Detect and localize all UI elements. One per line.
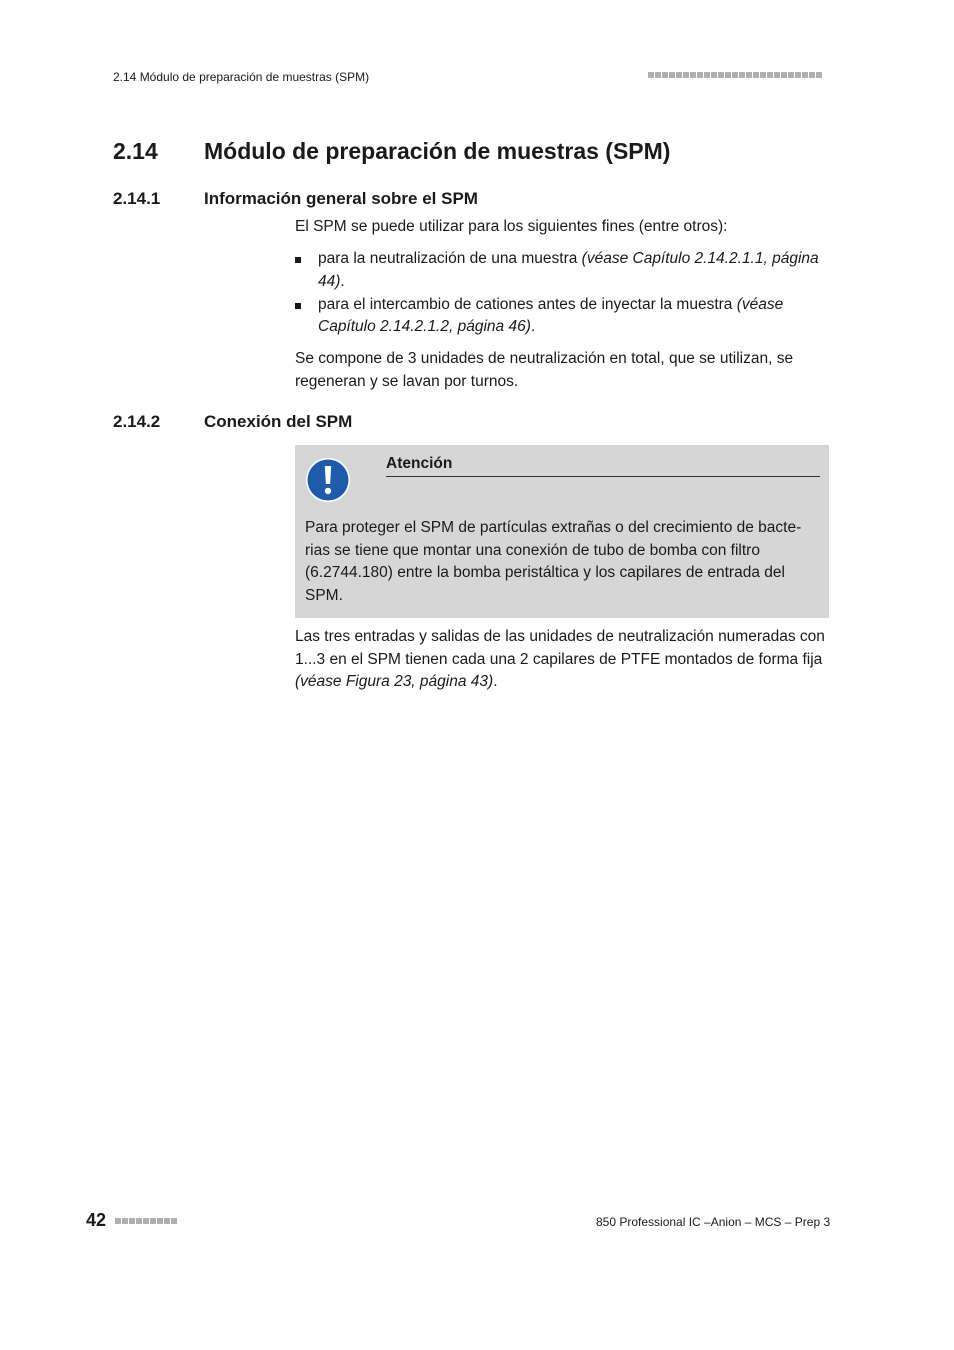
section-number: 2.14 — [113, 138, 158, 164]
subsection-1-title: Información general sobre el SPM — [204, 189, 478, 208]
section-heading — [113, 138, 670, 165]
subsection-1-number: 2.14.1 — [113, 189, 161, 208]
list-item: para la neutralización de una muestra (véase Capítulo 2.14.2.1.1, página 44). — [295, 248, 825, 293]
header-decoration — [648, 72, 822, 78]
bullet-marker — [295, 257, 301, 263]
running-head: 2.14 Módulo de preparación de muestras (SPM) — [113, 70, 370, 84]
list-item: para el intercambio de cationes antes de inyectar la muestra (véase Capítulo 2.14.2.1.2, página 46). — [295, 294, 825, 339]
cross-reference-link[interactable]: (véase Capítulo 2.14.2.1.1, página 44) — [318, 250, 819, 290]
footer-decoration — [115, 1218, 177, 1224]
composition-paragraph: Se compone de 3 unidades de neutralización en total, que se utilizan, se regeneran y se lavan por turnos. — [295, 350, 794, 390]
subsection-2-number: 2.14.2 — [113, 412, 161, 431]
exclamation-icon — [305, 457, 351, 503]
subsection-1-heading — [113, 189, 478, 209]
section-title: Módulo de preparación de muestras (SPM) — [204, 138, 671, 164]
subsection-2-title: Conexión del SPM — [204, 412, 353, 431]
subsection-2-heading — [113, 412, 352, 432]
notice-text: Para proteger el SPM de partículas extrañas o del crecimiento de bacte-rias se tiene que montar una conexión de tubo de bomba con filtro (6.2744.180) entre la bomba peristáltica y los capilares de entrada del SPM. — [305, 519, 802, 604]
page-number: 42 — [86, 1210, 107, 1230]
connection-paragraph: Las tres entradas y salidas de las unidades de neutralización numeradas con 1...3 en el SPM tienen cada una 2 capilares de PTFE montados de forma fija (véase Figura 23, página 43). — [295, 628, 825, 690]
footer-document-title: 850 Professional IC –Anion – MCS – Prep 3 — [596, 1215, 831, 1229]
intro-paragraph: El SPM se puede utilizar para los siguientes fines (entre otros): — [295, 218, 728, 235]
attention-notice — [295, 445, 829, 618]
notice-title: Atención — [386, 455, 820, 477]
bullet-marker — [295, 303, 301, 309]
purpose-list — [295, 248, 825, 339]
cross-reference-link[interactable]: (véase Capítulo 2.14.2.1.2, página 46) — [318, 295, 784, 335]
cross-reference-link[interactable]: (véase Figura 23, página 43) — [295, 673, 494, 690]
